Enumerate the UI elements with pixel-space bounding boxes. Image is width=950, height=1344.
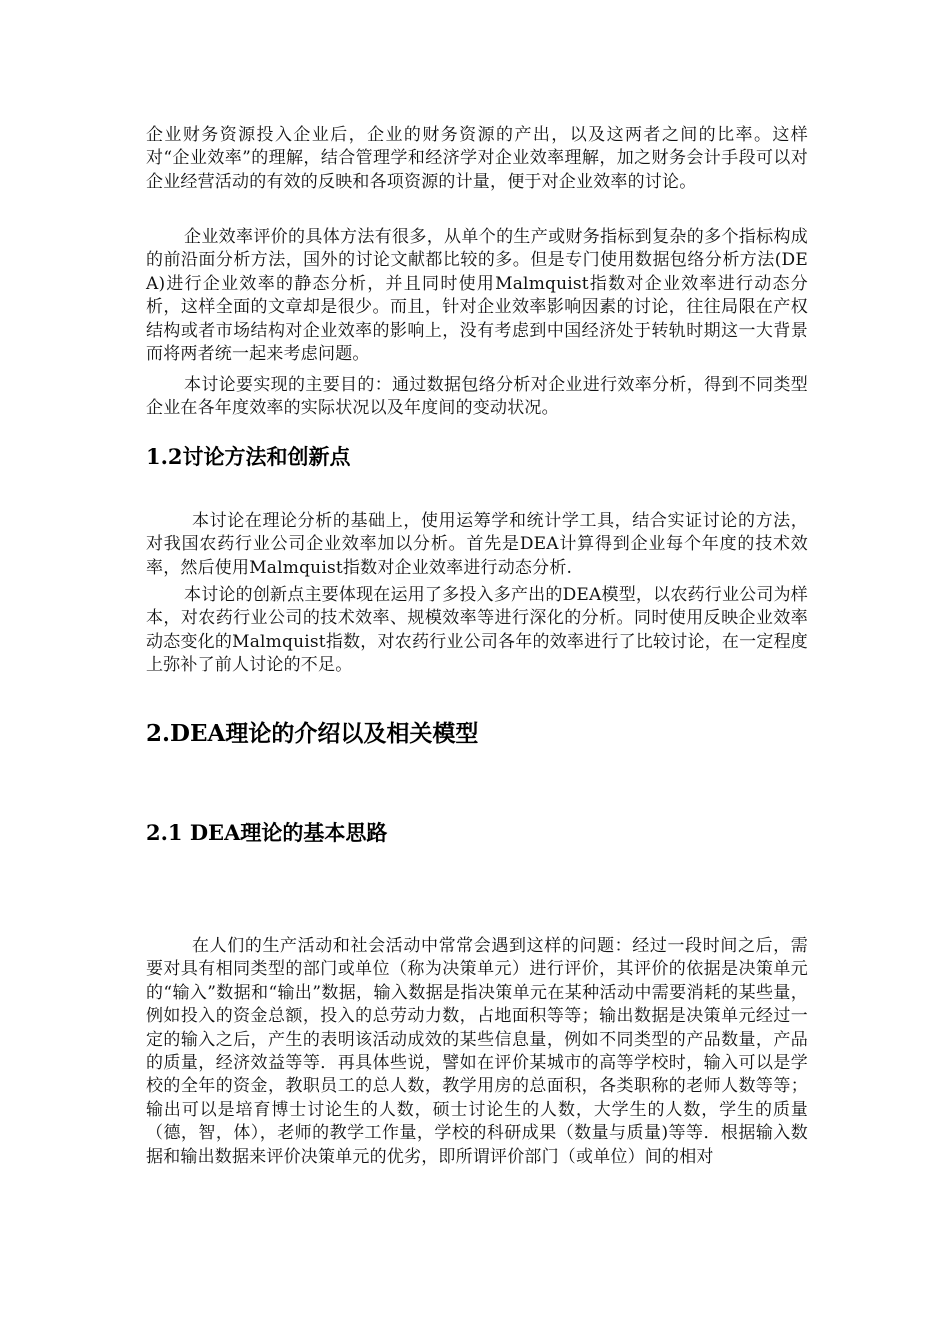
section-heading-2: 2.DEA理论的介绍以及相关模型	[146, 720, 479, 747]
dea-basic-idea-paragraph: 在人们的生产活动和社会活动中常常会遇到这样的问题：经过一段时间之后，需要对具有相同类型的部门或单位（称为决策单元）进行评价，其评价的依据是决策单元的“输入”数据和“输出”数据，输入数据是指决策单元在某种活动中需要消耗的某些量，例如投入的资金总额，投入的总劳动力数，占地面积等等；输出数据是决策单元经过一定的输入之后，产生的表明该活动成效的某些信息量，例如不同类型的产品数量，产品的质量，经济效益等等．再具体些说，譬如在评价某城市的高等学校时，输入可以是学校的全年的资金，教职员工的总人数，教学用房的总面积，各类职称的老师人数等等；输出可以是培育博士讨论生的人数，硕士讨论生的人数，大学生的人数，学生的质量（德，智，体），老师的教学工作量，学校的科研成果（数量与质量)等等．根据输入数据和输出数据来评价决策单元的优劣，即所谓评价部门（或单位）间的相对	[146, 936, 808, 1167]
method-paragraph-2: 本讨论的创新点主要体现在运用了多投入多产出的DEA模型，以农药行业公司为样本，对农药行业公司的技术效率、规模效率等进行深化的分析。同时使用反映企业效率动态变化的Malmquist指数，对农药行业公司各年的效率进行了比较讨论，在一定程度上弥补了前人讨论的不足。	[146, 585, 808, 676]
intro-paragraph-1: 企业财务资源投入企业后，企业的财务资源的产出，以及这两者之间的比率。这样对“企业效率”的理解，结合管理学和经济学对企业效率理解，加之财务会计手段可以对企业经营活动的有效的反映和各项资源的计量，便于对企业效率的讨论。	[146, 125, 808, 192]
intro-paragraph-2: 企业效率评价的具体方法有很多，从单个的生产或财务指标到复杂的多个指标构成的前沿面分析方法，国外的讨论文献都比较的多。但是专门使用数据包络分析方法(DEA)进行企业效率的静态分析，并且同时使用Malmquist指数对企业效率进行动态分析，这样全面的文章却是很少。而且，针对企业效率影响因素的讨论，往往局限在产权结构或者市场结构对企业效率的影响上，没有考虑到中国经济处于转轨时期这一大背景而将两者统一起来考虑问题。	[146, 227, 808, 365]
section-heading-2-1: 2.1 DEA理论的基本思路	[146, 820, 388, 845]
method-paragraph-1: 本讨论在理论分析的基础上，使用运筹学和统计学工具，结合实证讨论的方法，对我国农药行业公司企业效率加以分析。首先是DEA计算得到企业每个年度的技术效率，然后使用Malmquist指数对企业效率进行动态分析.	[146, 511, 808, 578]
intro-paragraph-3: 本讨论要实现的主要目的：通过数据包络分析对企业进行效率分析，得到不同类型企业在各年度效率的实际状况以及年度间的变动状况。	[146, 375, 808, 419]
section-heading-1-2: 1.2讨论方法和创新点	[146, 444, 351, 469]
